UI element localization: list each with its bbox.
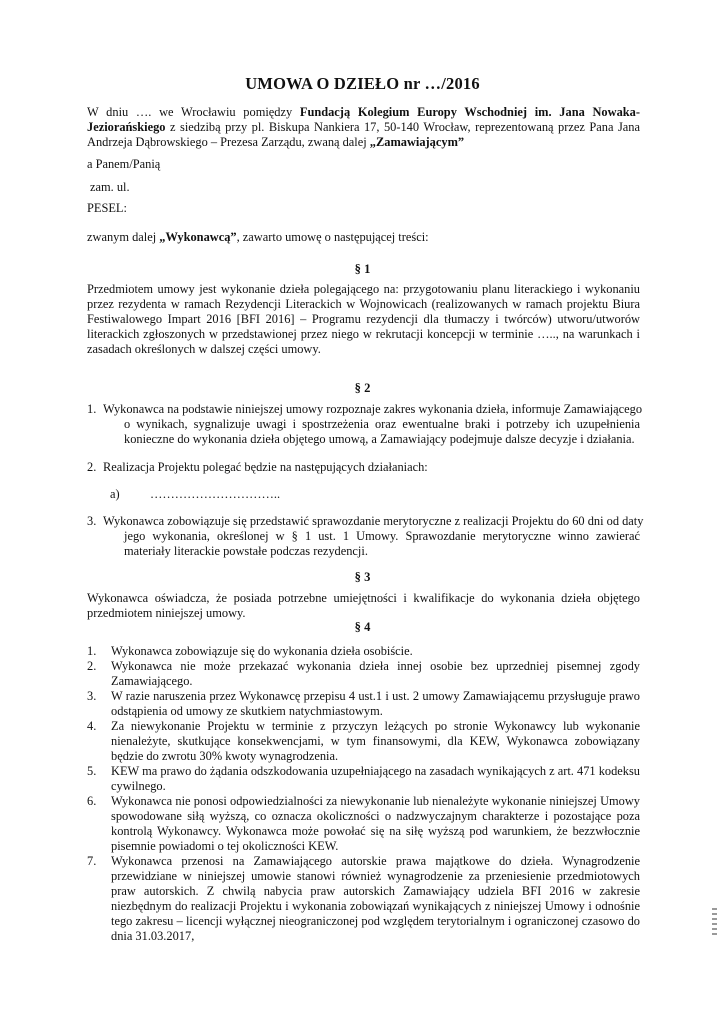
item-text: …………………………..: [150, 487, 281, 501]
section-2-item-2a: [110, 487, 410, 502]
section-4-heading: § 4: [354, 620, 371, 634]
item-number: 4.: [87, 719, 97, 733]
item-text-first: Wykonawca na podstawie niniejszej umowy rozpoznaje zakres wykonania dzieła, informuje Zamawiającego: [103, 402, 643, 416]
section-2-heading: § 2: [354, 381, 371, 395]
item-letter: a): [110, 487, 120, 501]
section-4-list: [87, 644, 640, 944]
zamawiajacy-label: „Zamawiającym”: [369, 135, 465, 149]
item-number: 6.: [87, 794, 97, 808]
contractor-definition: [87, 230, 640, 245]
zwanym-text-a: zwanym dalej: [87, 230, 160, 244]
intro-text-a: W dniu …. we Wrocławiu pomiędzy: [87, 105, 300, 119]
intro-paragraph: [87, 105, 640, 150]
item-text: Wykonawca zobowiązuje się do wykonania dzieła osobiście.: [111, 644, 413, 658]
edge-mark: [712, 928, 717, 930]
item-text: Wykonawca przenosi na Zamawiającego autorskie prawa majątkowe do dzieła. Wynagrodzenie przewidziane w niniejszej umowie stanowi również wynagrodzenie za przeniesienie przedmiotowych praw autorskich. Z chwilą nabycia praw autorskich Zamawiający udziela BFI 2016 w zakresie niezbędnym do realizacji Projektu i wykonania zobowiązań wynikających z niniejszej Umowy i odnośnie tego zakresu – licencji wyłącznej nieograniczonej pod względem terytorialnym i ograniczonej czasowo do dnia 31.03.2017,: [111, 854, 640, 943]
list-item: [87, 794, 640, 854]
item-number: 5.: [87, 764, 97, 778]
zwanym-text-c: , zawarto umowę o następującej treści:: [236, 230, 429, 244]
list-item: [87, 689, 640, 719]
wykonawca-label: „Wykonawcą”: [159, 230, 237, 244]
item-number: 3.: [87, 689, 97, 703]
section-2-item-3: [87, 514, 644, 559]
item-number: 7.: [87, 854, 97, 868]
item-text: Wykonawca nie może przekazać wykonania dzieła innej osobie bez uprzedniej pisemnej zgody Zamawiającego.: [111, 659, 640, 688]
item-text-rest: jego wykonania, określonej w § 1 ust. 1 Umowy. Sprawozdanie merytoryczne winno zawierać materiały literackie powstałe podczas rezydencji.: [124, 529, 640, 558]
list-item: [87, 854, 640, 944]
item-text: Wykonawca nie ponosi odpowiedzialności za niewykonanie lub nienależyte wykonanie niniejszej Umowy spowodowane siłą wyższą, co oznacza okoliczności o nadzwyczajnym charakterze i pozostające poza kontrolą Wykonawcy. Wykonawca może powołać się na siłę wyższą pod warunkiem, że bezzwłocznie pisemnie powiadomi o tej okoliczności KEW.: [111, 794, 640, 853]
scan-edge-marks: [712, 908, 718, 938]
item-number: 1.: [87, 402, 97, 416]
item-text-first: Wykonawca zobowiązuje się przedstawić sprawozdanie merytoryczne z realizacji Projektu do 60 dni od daty: [103, 514, 644, 528]
edge-mark: [712, 913, 717, 915]
list-item: [87, 719, 640, 764]
section-2-item-1: [87, 402, 643, 447]
address-line: zam. ul.: [90, 180, 130, 194]
pesel-line: PESEL:: [87, 201, 127, 215]
edge-mark: [712, 918, 717, 920]
item-number: 2.: [87, 659, 97, 673]
foundation-name: Fundacją Kolegium Europy Wschodniej im. Jana Nowaka-Jeziorańskiego: [87, 105, 640, 134]
document-title: UMOWA O DZIEŁO nr …/2016: [245, 74, 480, 93]
section-3-heading: § 3: [354, 570, 371, 584]
edge-mark: [712, 923, 717, 925]
item-text: W razie naruszenia przez Wykonawcę przepisu 4 ust.1 i ust. 2 umowy Zamawiającemu przysługuje prawo odstąpienia od umowy ze skutkiem natychmiastowym.: [111, 689, 640, 718]
list-item: [87, 659, 640, 689]
section-1-text: Przedmiotem umowy jest wykonanie dzieła polegającego na: przygotowaniu planu literackiego i wykonaniu przez rezydenta w ramach Rezydencji Literackich w Wojnowicach (realizowanych w ramach projektu Biura Festiwalowego Impart 2016 [BFI 2016] – Programu rezydencji dla tłumaczy i twórców) utworu/utworów literackich zgłoszonych w przedstawionej przez niego w rekrutacji koncepcji w terminie ….., na warunkach i zasadach określonych w dalszej części umowy.: [87, 282, 640, 356]
edge-mark: [712, 933, 717, 935]
item-text: Za niewykonanie Projektu w terminie z przyczyn leżących po stronie Wykonawcy lub wykonanie nienależyte, skutkujące konsekwencjami, w tym finansowymi, dla KEW, Wykonawca zobowiązany będzie do zwrotu 30% kwoty wynagrodzenia.: [111, 719, 640, 763]
section-3-text: Wykonawca oświadcza, że posiada potrzebne umiejętności i kwalifikacje do wykonania dzieła objętego przedmiotem niniejszej umowy.: [87, 591, 640, 620]
item-text-rest: o wynikach, sygnalizuje uwagi i spostrzeżenia oraz ewentualne braki i potrzeby ich uzupełnienia konieczne do wykonania dzieła objętego umową, a Zamawiający podejmuje dalsze decyzje i działania.: [124, 417, 640, 446]
edge-mark: [712, 908, 717, 910]
item-number: 1.: [87, 644, 97, 658]
section-2-item-2: [87, 460, 640, 475]
item-text: KEW ma prawo do żądania odszkodowania uzupełniającego na zasadach wynikających z art. 471 kodeksu cywilnego.: [111, 764, 640, 793]
item-number: 3.: [87, 514, 97, 528]
list-item: [87, 644, 640, 659]
list-item: [87, 764, 640, 794]
party-line: a Panem/Panią: [87, 157, 161, 171]
section-1-heading: § 1: [354, 262, 371, 276]
item-number: 2.: [87, 460, 97, 474]
intro-text-c: z siedzibą przy pl. Biskupa Nankiera 17, 50-140 Wrocław, reprezentowaną przez Pana Jana Andrzeja Dąbrowskiego – Prezesa Zarządu, zwaną dalej: [87, 120, 640, 149]
item-text: Realizacja Projektu polegać będzie na następujących działaniach:: [103, 460, 428, 474]
